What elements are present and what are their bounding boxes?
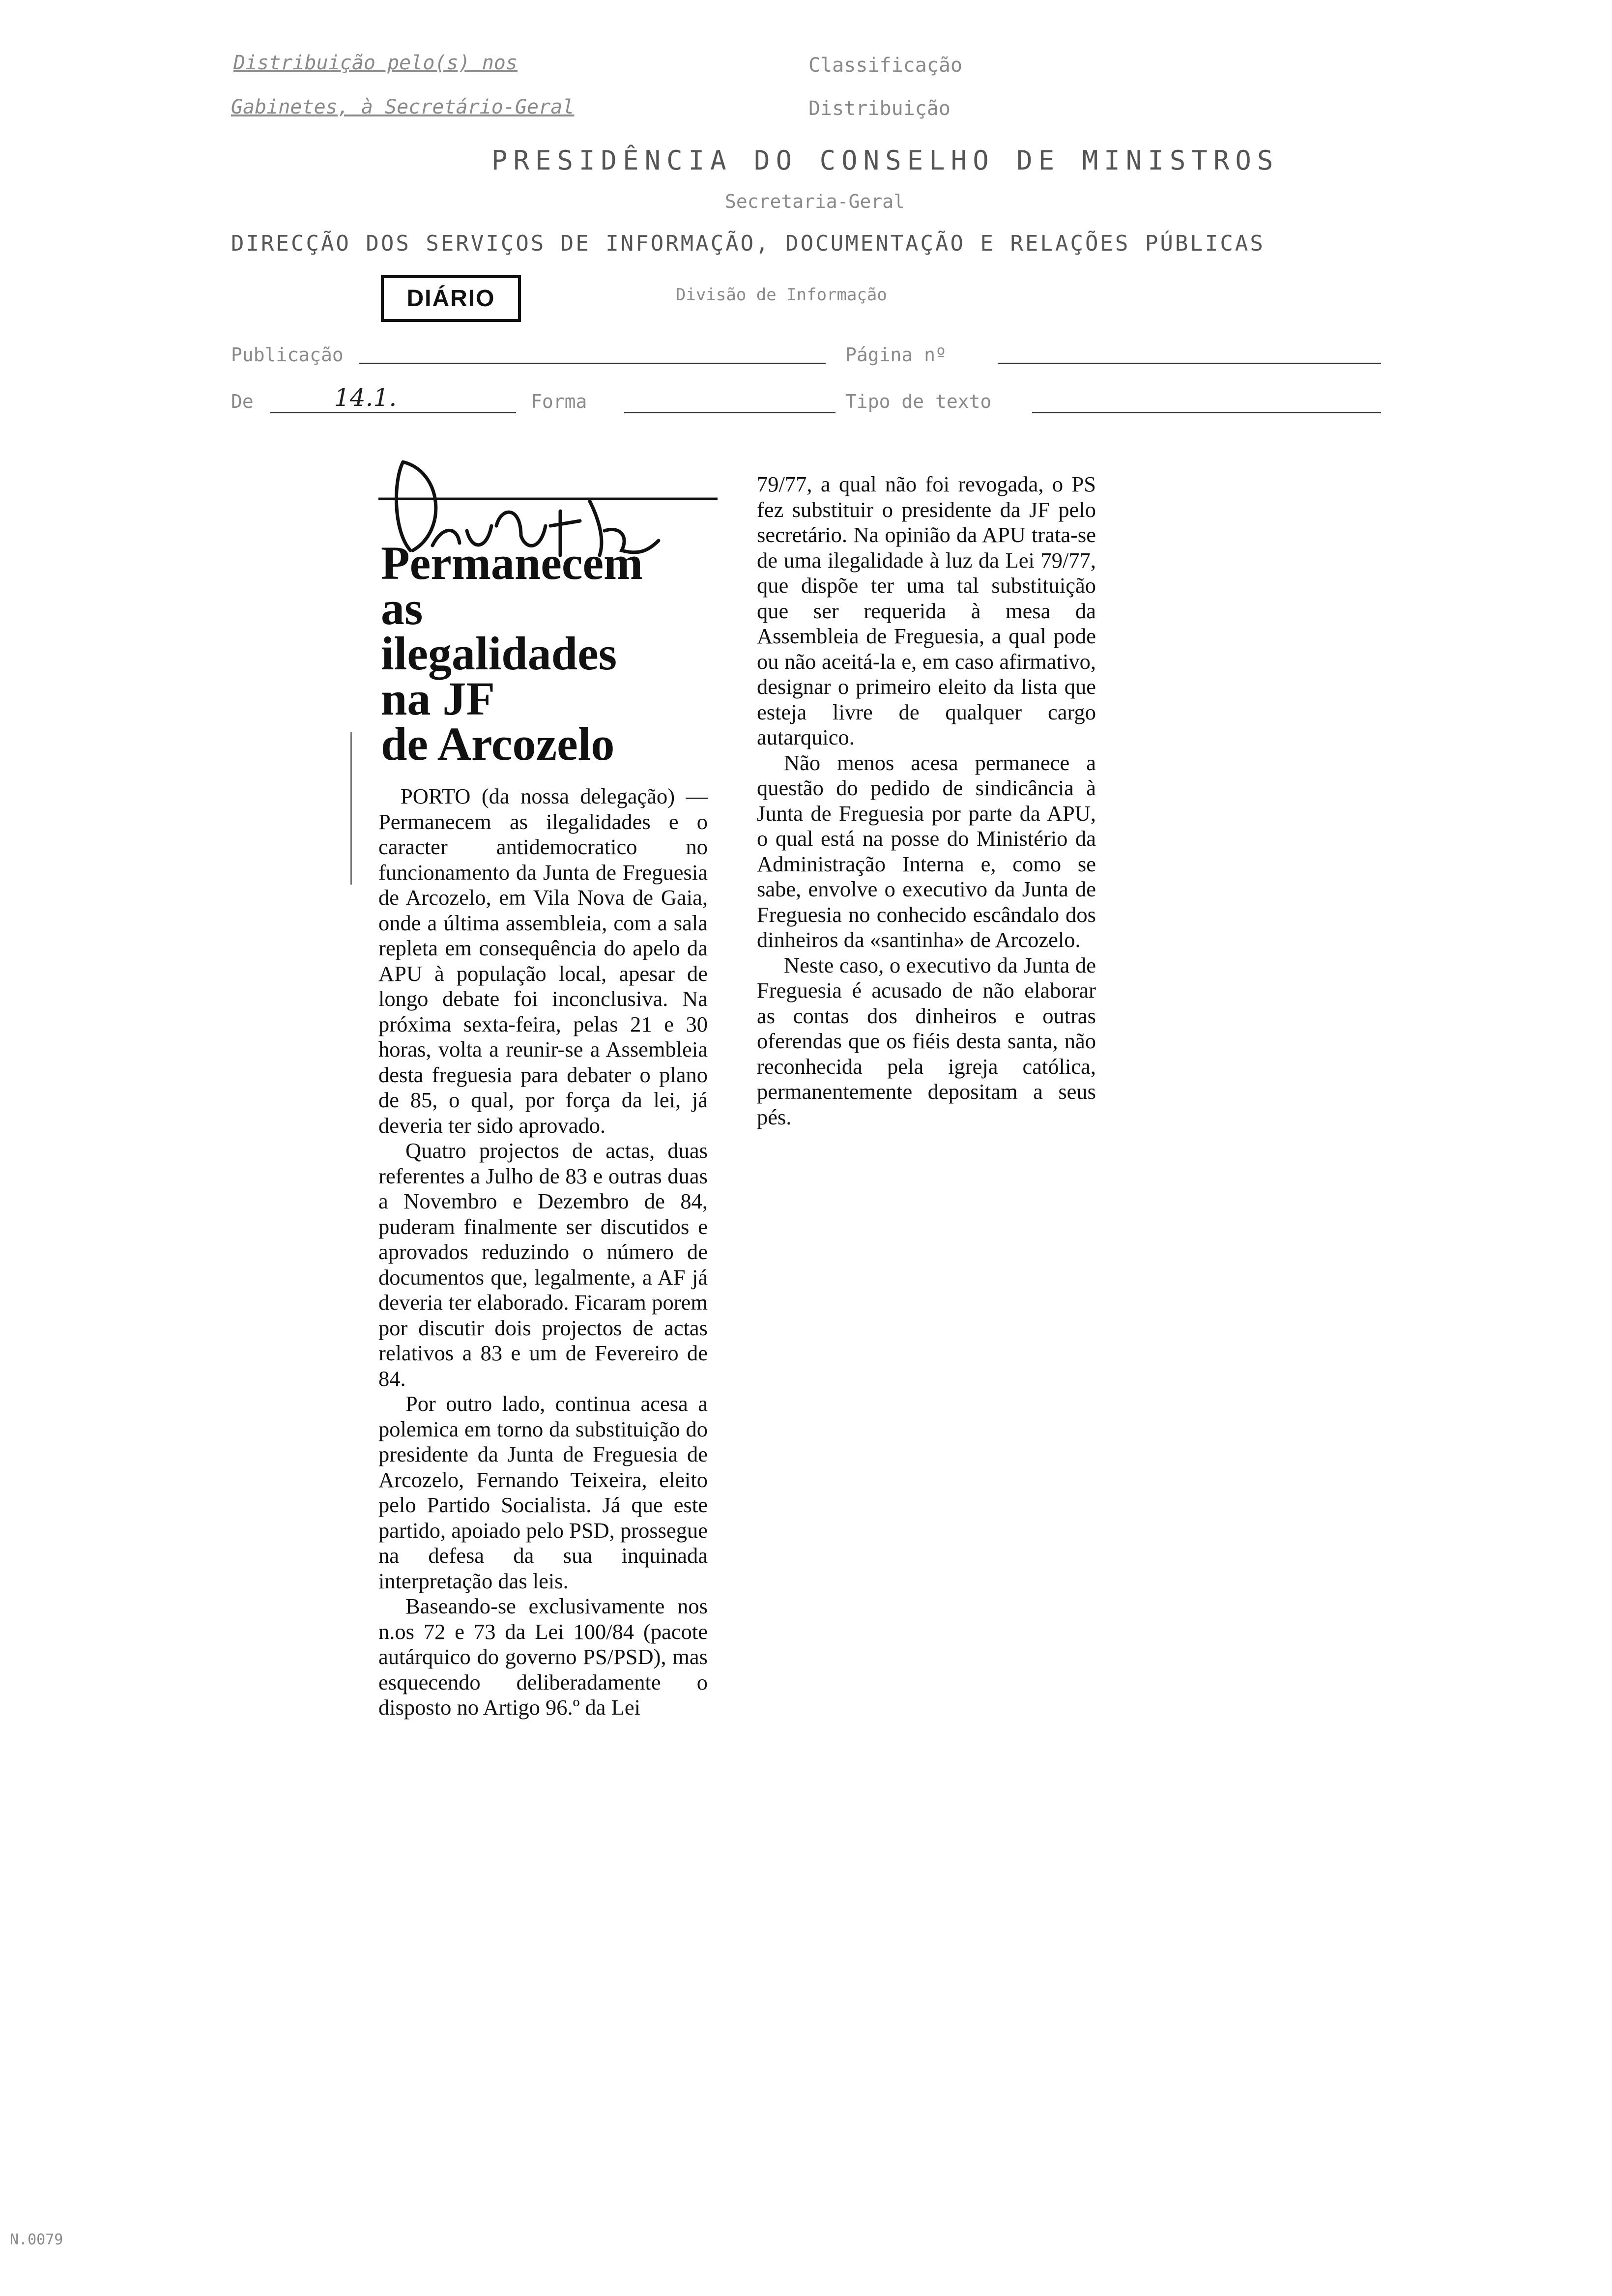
article-headline	[381, 537, 725, 770]
diario-stamp: DIÁRIO	[381, 275, 521, 322]
paragraph: Baseando-se exclusivamente nos n.os 72 e 73 da Lei 100/84 (pacote autárquico do governo PS/PSD), mas esquecendo deliberadamente o disposto no Artigo 96.º da Lei	[378, 1594, 708, 1720]
publication-label: Publicação	[231, 344, 344, 366]
distribution-line-1: Distribuição pelo(s) nos	[233, 52, 518, 74]
size-field-line	[624, 412, 835, 413]
type-field-line	[1032, 412, 1381, 413]
size-label: Forma	[531, 391, 587, 412]
distribution-line-2: Gabinetes, à Secretário-Geral	[231, 96, 575, 118]
date-field-line	[270, 412, 516, 413]
article-column-2	[757, 472, 1096, 1130]
signature-text: Depósito	[374, 452, 375, 453]
paragraph: 79/77, a qual não foi revogada, o PS fez substituir o presidente da JF pelo secretário. Na opinião da APU trata-se de uma ilegalidade à luz da Lei 79/77, que dispõe ter uma tal substituição que ser requerida à mesa da Assembleia de Freguesia, a qual pode ou não aceitá-la e, em caso afirmativo, designar o primeiro eleito da lista que esteja livre de qualquer cargo autarquico.	[757, 472, 1096, 749]
headline-line-1: Permanecem	[381, 537, 643, 589]
direction-heading: DIRECÇÃO DOS SERVIÇOS DE INFORMAÇÃO, DOCUMENTAÇÃO E RELAÇÕES PÚBLICAS	[231, 231, 1265, 256]
headline-line-5: de Arcozelo	[381, 718, 615, 770]
type-label: Tipo de texto	[845, 391, 992, 412]
paragraph: Quatro projectos de actas, duas referentes a Julho de 83 e outras duas a Novembro e Dezembro de 84, puderam finalmente ser discutidos e aprovados reduzindo o número de documentos que, legalmente, a AF já deveria ter elaborado. Ficaram porem por discutir dois projectos de actas relativos a 83 e um de Fevereiro de 84.	[378, 1138, 708, 1391]
column-margin-rule	[350, 732, 352, 885]
publication-field-line	[359, 363, 826, 364]
headline-line-2: as	[381, 582, 423, 634]
paragraph: Neste caso, o executivo da Junta de Freguesia é acusado de não elaborar as contas dos dinheiros e outras oferendas que os fiéis desta santa, não reconhecida pela igreja católica, permanentemente depositam a seus pés.	[757, 952, 1096, 1129]
date-value: 14.1.	[334, 383, 397, 412]
headline-line-4: na JF	[381, 672, 495, 725]
secretariat-label: Secretaria-Geral	[725, 191, 905, 212]
presidency-heading: PRESIDÊNCIA DO CONSELHO DE MINISTROS	[491, 145, 1279, 176]
footer-code: N.0079	[10, 2231, 63, 2248]
division-label: Divisão de Informação	[676, 285, 887, 305]
paragraph: Não menos acesa permanece a questão do pedido de sindicância à Junta de Freguesia por parte da APU, o qual está na posse do Ministério da Administração Interna e, como se sabe, envolve o executivo da Junta de Freguesia no conhecido escândalo dos dinheiros da «santinha» de Arcozelo.	[757, 750, 1096, 952]
page-field-line	[998, 363, 1381, 364]
page-label: Página nº	[845, 344, 947, 366]
paragraph: Por outro lado, continua acesa a polemica em torno da substituição do presidente da Junta de Freguesia de Arcozelo, Fernando Teixeira, eleito pelo Partido Socialista. Já que este partido, apoiado pelo PSD, prossegue na defesa da sua inquinada interpretação das leis.	[378, 1391, 708, 1593]
classification-label: Classificação	[808, 54, 963, 77]
article-column-1	[378, 784, 708, 1721]
date-label: De	[231, 391, 254, 412]
distributed-label: Distribuição	[808, 97, 950, 120]
paragraph: PORTO (da nossa delegação) — Permanecem as ilegalidades e o caracter antidemocratico no funcionamento da Junta de Freguesia de Arcozelo, em Vila Nova de Gaia, onde a última assembleia, com a sala repleta em consequência do apelo da APU à população local, apesar de longo debate foi inconclusiva. Na próxima sexta-feira, pelas 21 e 30 horas, volta a reunir-se a Assembleia desta freguesia para debater o plano de 85, o qual, por força da lei, já deveria ter sido aprovado.	[378, 784, 708, 1138]
headline-line-3: ilegalidades	[381, 627, 617, 680]
